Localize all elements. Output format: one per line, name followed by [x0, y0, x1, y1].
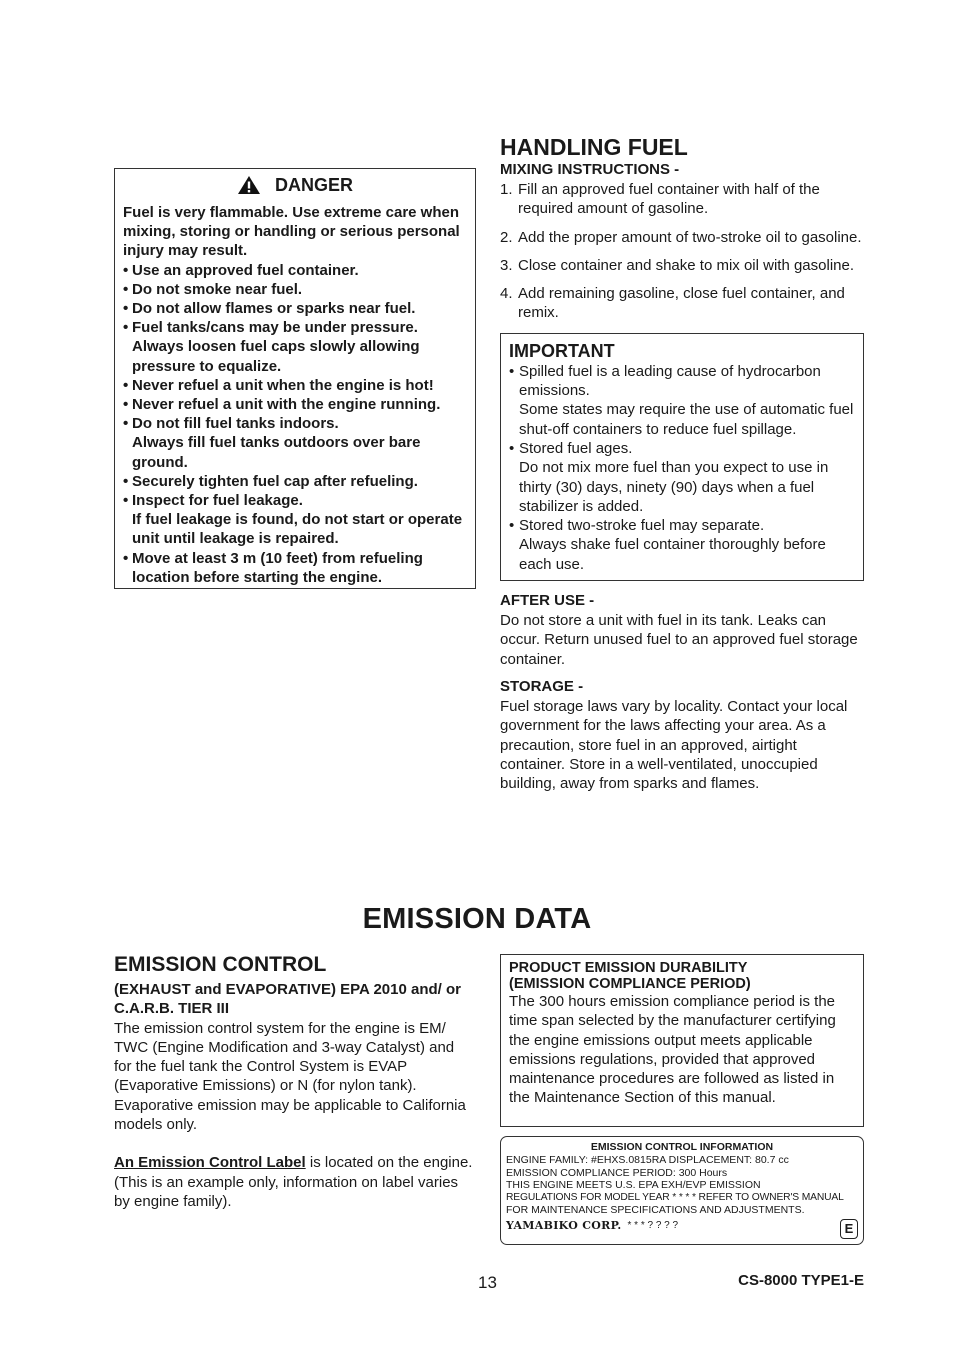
important-item: • Stored fuel ages. Do not mix more fuel than you expect to use in thirty (30) days, ninety (90) days when a fuel stabilizer is added.: [509, 439, 855, 516]
label-line: EMISSION COMPLIANCE PERIOD: 300 Hours: [506, 1166, 728, 1179]
emission-label-link[interactable]: An Emission Control Label: [114, 1154, 306, 1172]
danger-item: • Do not fill fuel tanks indoors. Always fill fuel tanks outdoors over bare ground.: [123, 414, 467, 472]
e-mark-icon: E: [840, 1219, 858, 1239]
danger-item: • Inspect for fuel leakage. If fuel leakage is found, do not start or operate unit until leakage is repaired.: [123, 491, 467, 549]
label-line: ENGINE FAMILY: #EHXS.0815RA DISPLACEMENT: 80.7 cc: [506, 1154, 789, 1166]
danger-item: • Never refuel a unit when the engine is hot!: [123, 376, 467, 395]
label-line: THIS ENGINE MEETS U.S. EPA EXH/EVP EMISSION: [506, 1179, 761, 1192]
model-code: CS-8000 TYPE1-E: [738, 1272, 864, 1289]
emission-control-section: [114, 953, 474, 1211]
label-title: EMISSION CONTROL INFORMATION: [590, 1141, 774, 1153]
page-number: 13: [478, 1273, 497, 1292]
important-title: IMPORTANT: [509, 340, 615, 361]
warning-triangle-icon: [237, 175, 261, 195]
important-box: [500, 333, 864, 581]
important-list: [509, 362, 855, 574]
label-corp-name: YAMABIKO CORP.: [506, 1218, 622, 1232]
danger-item-detail: Always fill fuel tanks outdoors over bare ground.: [132, 434, 421, 471]
danger-item: • Move at least 3 m (10 feet) from refueling location before starting the engine.: [123, 549, 467, 587]
mixing-step: 3. Close container and shake to mix oil with gasoline.: [500, 256, 855, 274]
durability-title: PRODUCT EMISSION DURABILITY (EMISSION COMPLIANCE PERIOD): [509, 960, 751, 992]
important-item-detail: Always shake fuel container thoroughly before each use.: [519, 536, 826, 573]
emission-control-body: The emission control system for the engine is EM/ TWC (Engine Modification and 3-way Catalyst) and for the fuel tank the Control System is EVAP (Evaporative Emissions) or N (for nylon tank). Evaporative emission may be applicable to California models only.: [114, 1019, 466, 1134]
durability-body: The 300 hours emission compliance period is the time span selected by the manufacturer certifying the engine emissions output meets applicable emissions regulations, provided that approved maintenance procedures are followed as listed in the Maintenance Section of this manual.: [509, 993, 836, 1107]
danger-intro: Fuel is very flammable. Use extreme care when mixing, storing or handling or serious personal injury may result.: [123, 204, 460, 260]
after-use-text: Do not store a unit with fuel in its tank. Leaks can occur. Return unused fuel to an approved fuel storage container.: [500, 612, 858, 668]
emission-label-text: is located on the engine. (This is an example only, information on label varies by engine family).: [114, 1154, 473, 1210]
important-item-detail: Some states may require the use of automatic fuel shut-off containers to reduce fuel spillage.: [519, 401, 854, 438]
storage-text: Fuel storage laws vary by locality. Contact your local government for the laws affecting your area. As a precaution, store fuel in an approved, airtight container. Store in a well-ventilated, unoccupied building, away from sparks and flames.: [500, 697, 848, 793]
emission-label-paragraph: [114, 1153, 474, 1211]
emission-control-subheading: (EXHAUST and EVAPORATIVE) EPA 2010 and/ or C.A.R.B. TIER III: [114, 981, 462, 1018]
emission-control-heading: EMISSION CONTROL: [114, 953, 327, 976]
danger-item-detail: If fuel leakage is found, do not start or operate unit until leakage is repaired.: [132, 511, 463, 548]
danger-item: • Do not allow flames or sparks near fuel.: [123, 299, 467, 318]
mixing-instructions-heading: MIXING INSTRUCTIONS -: [500, 161, 680, 178]
handling-fuel-heading: HANDLING FUEL: [500, 134, 688, 160]
label-code: * * * ? ? ? ?: [627, 1219, 679, 1231]
danger-box: [114, 168, 476, 589]
mixing-step: 4. Add remaining gasoline, close fuel container, and remix.: [500, 285, 845, 322]
mixing-step: 2. Add the proper amount of two-stroke oil to gasoline.: [500, 228, 862, 246]
label-line: REGULATIONS FOR MODEL YEAR * * * * REFER TO OWNER'S MANUAL: [506, 1191, 844, 1203]
storage-heading: STORAGE -: [500, 677, 584, 695]
label-line: FOR MAINTENANCE SPECIFICATIONS AND ADJUSTMENTS.: [506, 1204, 805, 1217]
mixing-steps-list: [500, 180, 864, 323]
important-item: • Stored two-stroke fuel may separate. Always shake fuel container thoroughly before each use.: [509, 516, 855, 574]
danger-item: • Never refuel a unit with the engine running.: [123, 395, 467, 414]
emission-control-label: [500, 1136, 864, 1245]
mixing-step: 1. Fill an approved fuel container with half of the required amount of gasoline.: [500, 181, 820, 218]
danger-title: DANGER: [274, 174, 353, 195]
danger-item: • Do not smoke near fuel.: [123, 280, 467, 299]
after-use-heading: AFTER USE -: [500, 592, 595, 610]
danger-item: • Use an approved fuel container.: [123, 261, 467, 280]
danger-item-detail: Always loosen fuel caps slowly allowing pressure to equalize.: [132, 338, 420, 375]
danger-item: • Fuel tanks/cans may be under pressure. Always loosen fuel caps slowly allowing pressure to equalize.: [123, 318, 467, 376]
handling-fuel-section: [500, 134, 864, 793]
emission-data-title: EMISSION DATA: [362, 903, 592, 935]
danger-list: [123, 261, 467, 587]
important-item: • Spilled fuel is a leading cause of hydrocarbon emissions. Some states may require the use of automatic fuel shut-off containers to reduce fuel spillage.: [509, 362, 855, 439]
danger-item: • Securely tighten fuel cap after refueling.: [123, 472, 467, 491]
danger-header: [123, 173, 467, 197]
label-footer: [506, 1219, 858, 1232]
important-item-detail: Do not mix more fuel than you expect to use in thirty (30) days, ninety (90) days when a fuel stabilizer is added.: [519, 459, 829, 515]
emission-durability-box: [500, 954, 864, 1127]
